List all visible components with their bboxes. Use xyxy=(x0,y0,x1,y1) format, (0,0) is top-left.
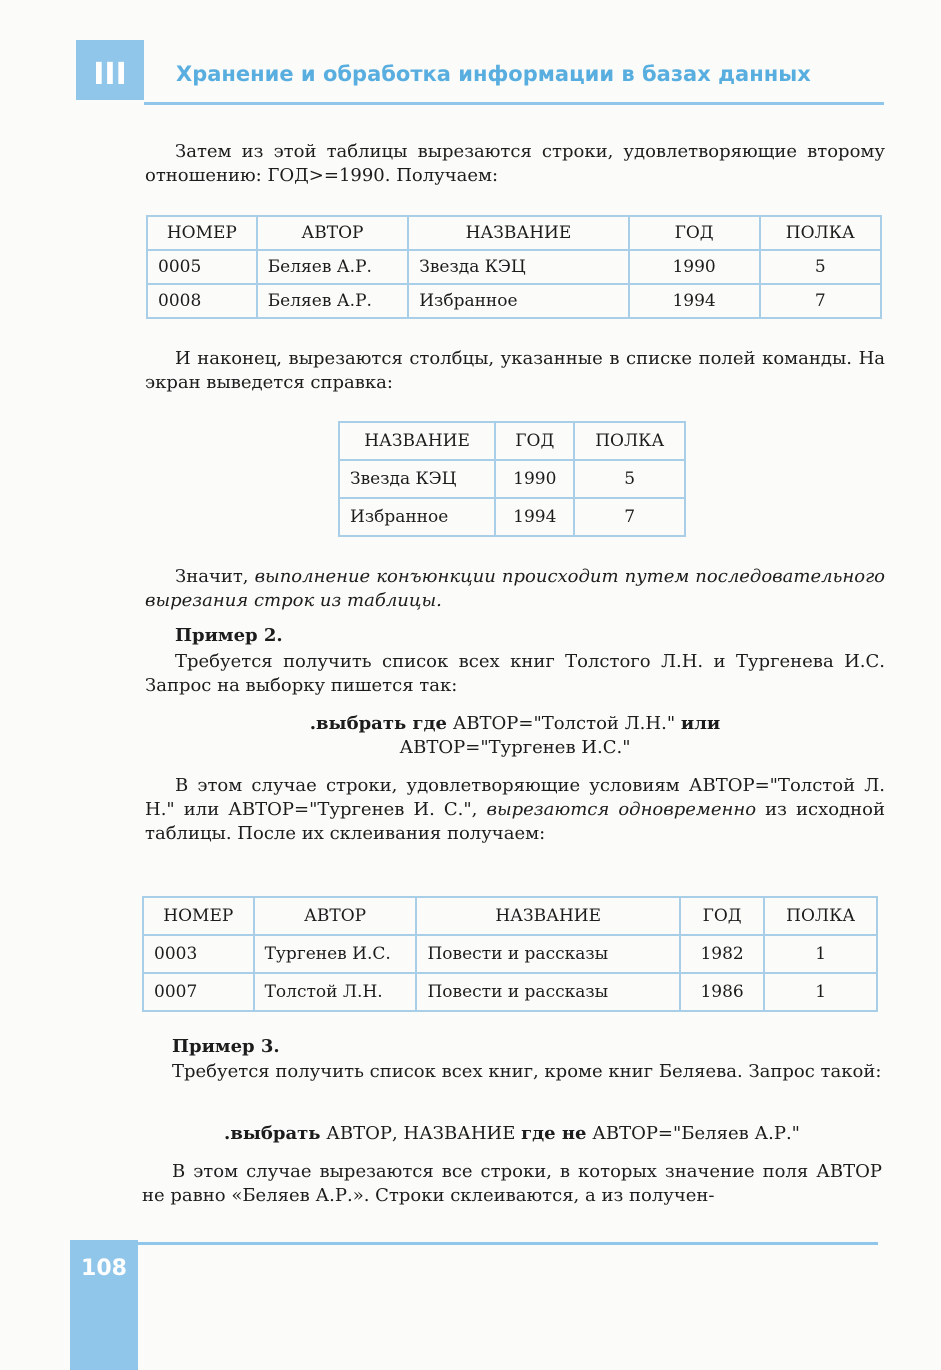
table-cell: 5 xyxy=(574,460,685,498)
example-3-query xyxy=(142,1122,882,1146)
page-number: 108 xyxy=(81,1256,127,1281)
table-cell: 1986 xyxy=(680,973,764,1011)
query-keyword: .выбрать xyxy=(224,1123,321,1144)
query-condition: АВТОР="Беляев А.Р." xyxy=(592,1123,800,1144)
table-row xyxy=(339,498,685,536)
table-header-cell: ПОЛКА xyxy=(764,897,877,935)
table-cell: 0008 xyxy=(147,284,257,318)
example-3-text-body: Требуется получить список всех книг, кроме книг Беляева. Запрос такой: xyxy=(172,1061,882,1082)
example-2-heading xyxy=(145,624,885,648)
table-header-row xyxy=(339,422,685,460)
table-cell: Звезда КЭЦ xyxy=(408,250,628,284)
table-cell: 7 xyxy=(760,284,882,318)
table-cell: Тургенев И.С. xyxy=(254,935,417,973)
example-2-query-line-2 xyxy=(145,736,885,760)
chapter-number-tab: III xyxy=(76,40,144,100)
table-header-cell: ГОД xyxy=(495,422,574,460)
result-table-3 xyxy=(142,896,878,1012)
paragraph-columns-text: И наконец, вырезаются столбцы, указанные в списке полей команды. На экран выведется справка: xyxy=(145,348,885,393)
table-cell: 5 xyxy=(760,250,882,284)
table-row xyxy=(339,460,685,498)
paragraph-intro-text: Затем из этой таблицы вырезаются строки, удовлетворяющие второму отношению: ГОД>=1990. Получаем: xyxy=(145,141,885,186)
chapter-title: Хранение и обработка информации в базах данных xyxy=(176,62,811,86)
table-header-cell: НАЗВАНИЕ xyxy=(339,422,495,460)
example-3-heading-text: Пример 3. xyxy=(172,1036,280,1057)
result-text: В этом случае вырезаются все строки, в которых значение поля АВТОР не равно «Беляев А.Р.». Строки склеиваются, а из получен- xyxy=(142,1161,882,1206)
paragraph-intro xyxy=(145,140,885,188)
table-cell: 1994 xyxy=(495,498,574,536)
example-2-text-body: Требуется получить список всех книг Толстого Л.Н. и Тургенева И.С. Запрос на выборку пишется так: xyxy=(145,651,885,696)
table-cell: 1990 xyxy=(629,250,760,284)
example-3-heading xyxy=(142,1035,882,1059)
paragraph-conclusion xyxy=(145,565,885,613)
table-header-cell: АВТОР xyxy=(257,216,409,250)
table-header-row xyxy=(147,216,881,250)
table-row xyxy=(143,973,877,1011)
query-keyword: .выбрать где xyxy=(309,713,447,734)
conclusion-prefix: Значит, xyxy=(175,566,255,587)
query-fields: АВТОР, НАЗВАНИЕ xyxy=(326,1123,516,1144)
conclusion-italic: выполнение конъюнкции происходит путем последовательного вырезания строк из таблицы. xyxy=(145,566,885,611)
table-cell: 7 xyxy=(574,498,685,536)
table-cell: Избранное xyxy=(339,498,495,536)
table-header-cell: НОМЕР xyxy=(143,897,254,935)
table-row xyxy=(147,284,881,318)
table-cell: Беляев А.Р. xyxy=(257,250,409,284)
table-cell: 1982 xyxy=(680,935,764,973)
result-italic: вырезаются одновременно xyxy=(486,799,757,820)
table-row xyxy=(147,250,881,284)
table-header-cell: ПОЛКА xyxy=(574,422,685,460)
paragraph-columns xyxy=(145,347,885,395)
query-keyword: или xyxy=(680,713,721,734)
result-table-1 xyxy=(146,215,882,319)
table-cell: Толстой Л.Н. xyxy=(254,973,417,1011)
table-cell: Избранное xyxy=(408,284,628,318)
query-keyword: где не xyxy=(521,1123,587,1144)
table-cell: Повести и рассказы xyxy=(416,973,679,1011)
table-cell: 1 xyxy=(764,973,877,1011)
result-text: В этом случае строки, удовлетворяющие условиям АВТОР="Толстой Л. Н." или АВТОР="Тургенев И. С.", xyxy=(145,775,885,820)
example-2-result-text xyxy=(145,774,885,846)
example-2-text xyxy=(145,650,885,698)
table-cell: Беляев А.Р. xyxy=(257,284,409,318)
table-cell: 1994 xyxy=(629,284,760,318)
table-cell: 1990 xyxy=(495,460,574,498)
result-text: из исходной таблицы. После их склеивания получаем: xyxy=(145,799,885,844)
query-condition: АВТОР="Толстой Л.Н." xyxy=(452,713,676,734)
table-cell: 0003 xyxy=(143,935,254,973)
table-header-cell: НАЗВАНИЕ xyxy=(416,897,679,935)
table-cell: 1 xyxy=(764,935,877,973)
table-header-cell: НОМЕР xyxy=(147,216,257,250)
table-cell: 0007 xyxy=(143,973,254,1011)
table-header-cell: НАЗВАНИЕ xyxy=(408,216,628,250)
table-header-cell: ГОД xyxy=(629,216,760,250)
table-row xyxy=(143,935,877,973)
footer-divider xyxy=(138,1242,878,1245)
table-cell: 0005 xyxy=(147,250,257,284)
table-cell: Повести и рассказы xyxy=(416,935,679,973)
table-header-cell: ГОД xyxy=(680,897,764,935)
result-table-2 xyxy=(338,421,686,537)
example-2-query-line-1 xyxy=(145,712,885,736)
table-cell: Звезда КЭЦ xyxy=(339,460,495,498)
header-divider xyxy=(144,102,884,105)
example-3-result-text xyxy=(142,1160,882,1208)
example-2-heading-text: Пример 2. xyxy=(175,625,283,646)
table-header-row xyxy=(143,897,877,935)
table-header-cell: АВТОР xyxy=(254,897,417,935)
example-3-text xyxy=(142,1060,882,1084)
query-condition: АВТОР="Тургенев И.С." xyxy=(399,737,631,758)
table-header-cell: ПОЛКА xyxy=(760,216,882,250)
